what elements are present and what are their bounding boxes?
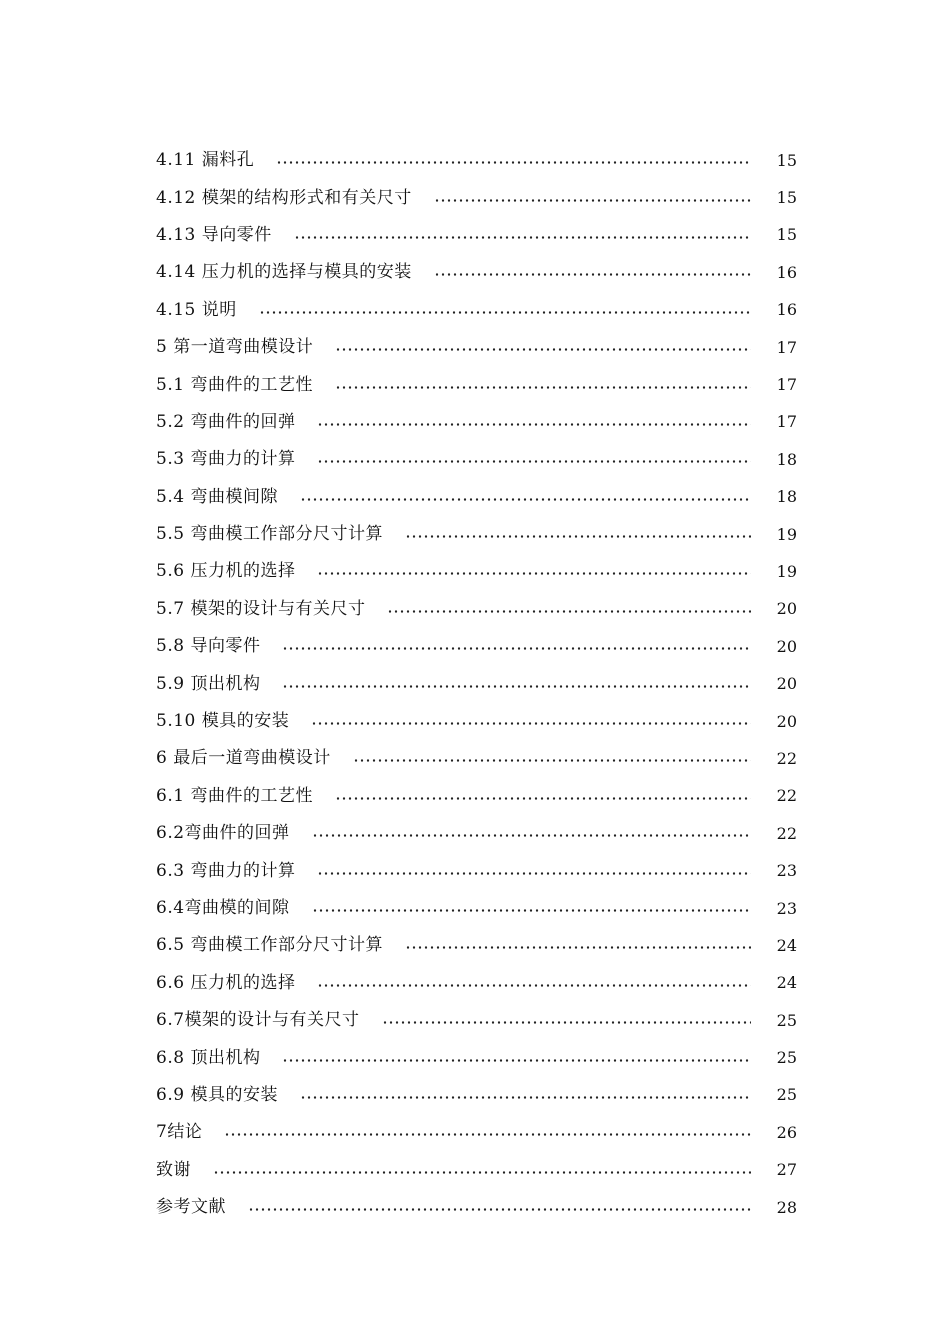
toc-page-number: 25 (776, 1010, 797, 1030)
toc-entry-title: 5.7 模架的设计与有关尺寸 (156, 598, 366, 619)
toc-dot-leader (312, 834, 751, 837)
toc-dot-leader (317, 460, 751, 463)
toc-entry[interactable] (156, 778, 801, 815)
toc-dot-leader (300, 498, 751, 501)
toc-entry[interactable] (156, 815, 801, 852)
toc-dot-leader (335, 386, 751, 389)
toc-entry-title: 5.8 导向零件 (156, 636, 261, 657)
toc-entry[interactable] (156, 179, 801, 216)
toc-dot-leader (224, 1133, 751, 1136)
toc-page-number: 17 (776, 375, 797, 395)
toc-dot-leader (405, 535, 751, 538)
toc-entry[interactable] (156, 366, 801, 403)
toc-entry[interactable] (156, 553, 801, 590)
toc-entry-title: 5.1 弯曲件的工艺性 (156, 374, 313, 395)
toc-dot-leader (259, 311, 751, 314)
toc-page-number: 28 (776, 1197, 797, 1217)
toc-page-number: 25 (776, 1048, 797, 1068)
toc-entry-title: 6.9 模具的安装 (156, 1084, 278, 1105)
toc-entry[interactable] (156, 1002, 801, 1039)
toc-entry-title: 4.11 漏料孔 (156, 150, 255, 171)
toc-page-number: 17 (776, 412, 797, 432)
toc-entry[interactable] (156, 890, 801, 927)
toc-entry[interactable] (156, 665, 801, 702)
toc-entry-title: 6.8 顶出机构 (156, 1047, 261, 1068)
toc-entry[interactable] (156, 404, 801, 441)
toc-entry[interactable] (156, 628, 801, 665)
toc-dot-leader (282, 1059, 751, 1062)
toc-dot-leader (434, 273, 751, 276)
toc-page-number: 26 (776, 1122, 797, 1142)
toc-dot-leader (335, 797, 751, 800)
toc-entry[interactable] (156, 329, 801, 366)
toc-dot-leader (317, 423, 751, 426)
toc-entry-title: 6.3 弯曲力的计算 (156, 860, 296, 881)
toc-entry-title: 致谢 (156, 1159, 191, 1180)
toc-page-number: 22 (776, 786, 797, 806)
toc-entry[interactable] (156, 142, 801, 179)
toc-entry-title: 5.3 弯曲力的计算 (156, 449, 296, 470)
toc-page-number: 18 (776, 449, 797, 469)
toc-entry-title: 5.10 模具的安装 (156, 711, 290, 732)
toc-entry[interactable] (156, 292, 801, 329)
toc-dot-leader (276, 161, 751, 164)
toc-entry[interactable] (156, 927, 801, 964)
toc-entry-title: 5.5 弯曲模工作部分尺寸计算 (156, 524, 383, 545)
toc-entry[interactable] (156, 740, 801, 777)
toc-entry[interactable] (156, 1077, 801, 1114)
table-of-contents (156, 142, 801, 1226)
toc-page-number: 15 (776, 150, 797, 170)
toc-dot-leader (312, 909, 751, 912)
toc-entry-title: 4.14 压力机的选择与模具的安装 (156, 262, 412, 283)
toc-dot-leader (294, 236, 751, 239)
toc-dot-leader (248, 1208, 751, 1211)
toc-dot-leader (434, 199, 751, 202)
toc-entry-title: 6.2弯曲件的回弹 (156, 823, 290, 844)
toc-page-number: 16 (776, 262, 797, 282)
toc-entry-title: 4.15 说明 (156, 299, 237, 320)
toc-entry-title: 5.2 弯曲件的回弹 (156, 411, 296, 432)
toc-page-number: 24 (776, 935, 797, 955)
toc-dot-leader (282, 647, 751, 650)
toc-entry[interactable] (156, 1114, 801, 1151)
toc-entry-title: 5.6 压力机的选择 (156, 561, 296, 582)
toc-entry-title: 4.12 模架的结构形式和有关尺寸 (156, 187, 412, 208)
toc-page-number: 22 (776, 823, 797, 843)
toc-page-number: 20 (776, 674, 797, 694)
toc-page-number: 19 (776, 561, 797, 581)
toc-page-number: 22 (776, 748, 797, 768)
toc-entry-title: 6.1 弯曲件的工艺性 (156, 785, 313, 806)
toc-dot-leader (317, 872, 751, 875)
toc-dot-leader (317, 984, 751, 987)
toc-page-number: 15 (776, 188, 797, 208)
toc-entry-title: 6.4弯曲模的间隙 (156, 898, 290, 918)
toc-entry[interactable] (156, 965, 801, 1002)
toc-page-number: 24 (776, 973, 797, 993)
toc-entry[interactable] (156, 254, 801, 291)
toc-page-number: 23 (776, 861, 797, 881)
toc-dot-leader (382, 1021, 751, 1024)
toc-entry[interactable] (156, 479, 801, 516)
toc-entry-title: 6.6 压力机的选择 (156, 972, 296, 993)
toc-page-number: 20 (776, 711, 797, 731)
toc-page-number: 20 (776, 599, 797, 619)
toc-page-number: 17 (776, 337, 797, 357)
toc-page-number: 27 (776, 1160, 797, 1180)
toc-entry-title: 6 最后一道弯曲模设计 (156, 748, 331, 769)
toc-dot-leader (335, 348, 751, 351)
toc-entry-title: 5.4 弯曲模间隙 (156, 486, 278, 507)
toc-page-number: 23 (776, 898, 797, 918)
toc-dot-leader (387, 610, 751, 613)
toc-entry[interactable] (156, 516, 801, 553)
toc-page-number: 16 (776, 300, 797, 320)
toc-entry-title: 5 第一道弯曲模设计 (156, 337, 314, 358)
toc-entry-title: 6.7模架的设计与有关尺寸 (156, 1010, 360, 1031)
toc-entry[interactable] (156, 591, 801, 628)
toc-page-number: 19 (776, 524, 797, 544)
toc-dot-leader (317, 572, 751, 575)
toc-dot-leader (300, 1096, 751, 1099)
toc-dot-leader (311, 722, 751, 725)
toc-page-number: 18 (776, 487, 797, 507)
toc-page-number: 25 (776, 1085, 797, 1105)
toc-entry-title: 4.13 导向零件 (156, 224, 272, 245)
toc-entry[interactable] (156, 703, 801, 740)
toc-entry[interactable] (156, 1189, 801, 1226)
toc-dot-leader (282, 685, 751, 688)
toc-entry[interactable] (156, 441, 801, 478)
toc-entry-title: 参考文献 (156, 1197, 226, 1218)
toc-entry[interactable] (156, 1152, 801, 1189)
toc-entry-title: 5.9 顶出机构 (156, 673, 261, 694)
toc-dot-leader (353, 759, 751, 762)
toc-entry-title: 6.5 弯曲模工作部分尺寸计算 (156, 935, 383, 956)
toc-entry[interactable] (156, 217, 801, 254)
toc-dot-leader (213, 1171, 751, 1174)
toc-entry-title: 7结论 (156, 1122, 203, 1143)
toc-dot-leader (405, 946, 751, 949)
toc-entry[interactable] (156, 852, 801, 889)
toc-page-number: 15 (776, 225, 797, 245)
toc-page-number: 20 (776, 636, 797, 656)
toc-entry[interactable] (156, 1039, 801, 1076)
